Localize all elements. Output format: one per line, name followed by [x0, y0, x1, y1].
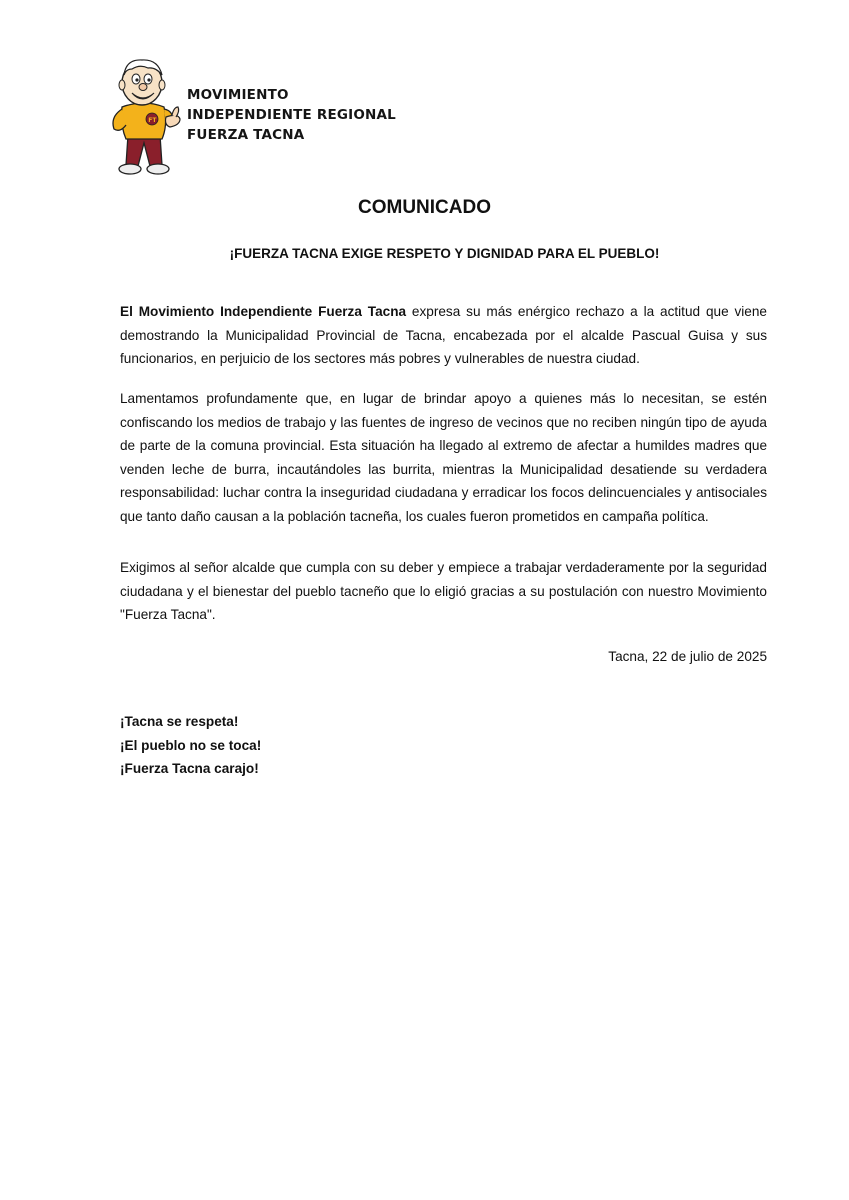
letterhead	[108, 55, 438, 180]
mascot-thumbs-up-icon	[108, 55, 184, 179]
paragraph-2: Lamentamos profundamente que, en lugar de brindar apoyo a quienes más lo necesitan, se estén confiscando los medios de trabajo y las fuentes de ingreso de vecinos que no reciben ningún tipo de ayuda de parte de la comuna provincial. Esta situación ha llegado al extremo de afectar a humildes madres que venden leche de burra, incautándoles las burrita, mientras la Municipalidad desatiende su verdadera responsabilidad: luchar contra la inseguridad ciudadana y erradicar los focos delincuenciales y antisociales que tanto daño causan a la población tacneña, los cuales fueron prometidos en campaña política.	[120, 391, 767, 524]
closing-slogan-1: ¡Tacna se respeta!	[120, 714, 239, 729]
paragraph-1	[120, 300, 767, 371]
org-name-line-1: MOVIMIENTO	[187, 87, 289, 103]
paragraph-1-lead: El Movimiento Independiente Fuerza Tacna	[120, 304, 407, 319]
org-name-line-2: INDEPENDIENTE REGIONAL	[187, 107, 396, 123]
document-date: Tacna, 22 de julio de 2025	[608, 649, 767, 664]
closing-slogans	[120, 710, 520, 781]
closing-slogan-2: ¡El pueblo no se toca!	[120, 737, 262, 753]
svg-text:FT: FT	[148, 117, 157, 124]
document-subtitle: ¡FUERZA TACNA EXIGE RESPETO Y DIGNIDAD PARA EL PUEBLO!	[229, 246, 660, 261]
document-title: COMUNICADO	[358, 197, 491, 218]
paragraph-3: Exigimos al señor alcalde que cumpla con su deber y empiece a trabajar verdaderamente por la seguridad ciudadana y el bienestar del pueblo tacneño que lo eligió gracias a su postulación con nuestro Movimiento "Fuerza Tacna".	[120, 560, 767, 623]
organization-name	[187, 85, 437, 145]
paragraph-1-rest: expresa su más enérgico rechazo a la actitud que viene demostrando la Municipalidad Provincial de Tacna, encabezada por el alcalde Pascual Guisa y sus funcionarios, en perjuicio de los sectores más pobres y vulnerables de nuestra ciudad.	[120, 304, 767, 367]
org-name-line-3: FUERZA TACNA	[187, 127, 305, 143]
closing-slogan-3: ¡Fuerza Tacna carajo!	[120, 761, 259, 776]
